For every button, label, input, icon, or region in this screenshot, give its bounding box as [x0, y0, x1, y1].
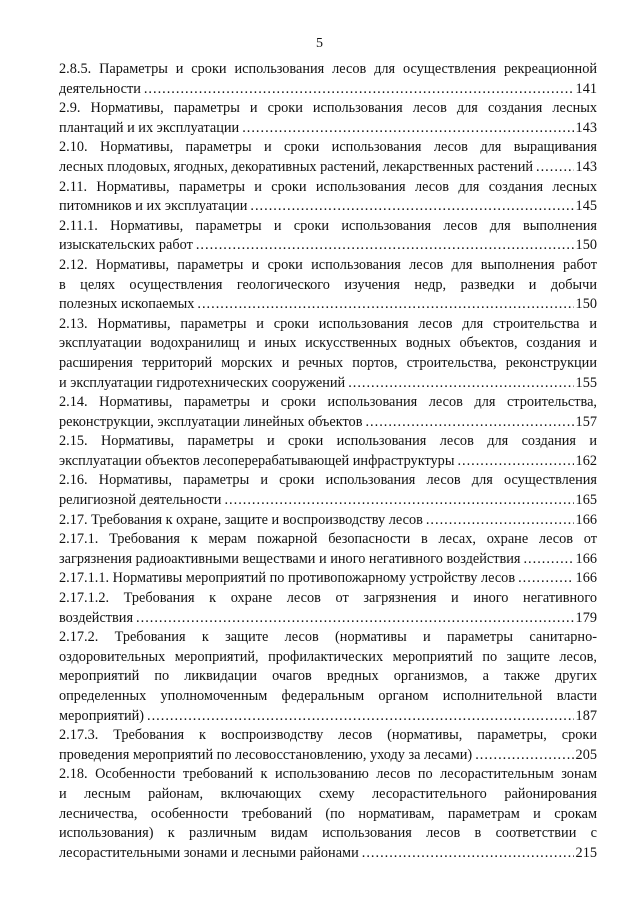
toc-page-number: 141 — [575, 80, 597, 97]
toc-entry-line: 2.17.3. Требования к воспроизводству лесов (нормативы, параметры, сроки — [59, 727, 597, 744]
toc-entry-title-end: 2.17.1.1. Нормативы мероприятий по противопожарному устройству лесов — [59, 570, 516, 587]
dot-leader — [523, 550, 573, 570]
toc-entry-line: оздоровительных мероприятий, профилактических мероприятий по защите лесов, — [59, 648, 597, 665]
dot-leader — [197, 295, 573, 315]
toc-page-number: 179 — [575, 609, 597, 626]
dot-leader — [250, 197, 573, 217]
dot-leader — [348, 374, 573, 394]
toc-entry[interactable] — [59, 471, 597, 510]
toc-entry-last-line — [59, 80, 597, 100]
toc-entry-last-line — [59, 119, 597, 139]
toc-entry-last-line — [59, 413, 597, 433]
dot-leader — [518, 569, 573, 589]
toc-entry-line: 2.15. Нормативы, параметры и сроки использования лесов для создания и — [59, 433, 597, 450]
table-of-contents — [59, 60, 597, 863]
toc-entry[interactable] — [59, 726, 597, 765]
toc-page-number: 215 — [575, 844, 597, 861]
toc-entry-last-line — [59, 844, 597, 864]
toc-page-number: 166 — [575, 570, 597, 587]
toc-entry-last-line — [59, 374, 597, 394]
toc-entry-line: 2.14. Нормативы, параметры и сроки использования лесов для строительства, — [59, 394, 597, 411]
toc-entry-last-line — [59, 550, 597, 570]
toc-entry-last-line — [59, 197, 597, 217]
toc-entry-title-end: деятельности — [59, 80, 141, 97]
dot-leader — [365, 413, 573, 433]
toc-entry[interactable] — [59, 569, 597, 589]
toc-entry-last-line — [59, 491, 597, 511]
toc-entry-title-end: лесных плодовых, ягодных, декоративных растений, лекарственных растений — [59, 158, 534, 175]
dot-leader — [426, 511, 574, 531]
dot-leader — [536, 158, 574, 178]
dot-leader — [224, 491, 573, 511]
toc-page-number: 155 — [575, 374, 597, 391]
toc-entry-line: 2.18. Особенности требований к использованию лесов по лесорастительным зонам — [59, 766, 597, 783]
toc-entry-title-end: и эксплуатации гидротехнических сооружений — [59, 374, 346, 391]
dot-leader — [144, 80, 574, 100]
dot-leader — [147, 707, 574, 727]
toc-entry[interactable] — [59, 393, 597, 432]
toc-page-number: 157 — [575, 413, 597, 430]
toc-page-number: 143 — [575, 119, 597, 136]
dot-leader — [242, 119, 573, 139]
toc-entry-line: и лесным районам, включающих схему лесорастительного районирования — [59, 785, 597, 802]
toc-entry-line: расширения территорий морских и речных портов, строительства, реконструкции — [59, 354, 597, 371]
toc-entry-line: определенных уполномоченным федеральным органом исполнительной власти — [59, 688, 597, 704]
toc-entry-last-line — [59, 609, 597, 629]
toc-entry[interactable] — [59, 60, 597, 99]
toc-page-number: 205 — [575, 746, 597, 763]
toc-entry-last-line — [59, 236, 597, 256]
toc-entry-title-end: религиозной деятельности — [59, 492, 222, 509]
toc-entry-last-line — [59, 511, 597, 531]
toc-entry-line: 2.16. Нормативы, параметры и сроки использования лесов для осуществления — [59, 472, 597, 489]
toc-page-number: 150 — [575, 296, 597, 313]
toc-entry-last-line — [59, 452, 597, 472]
toc-entry-title-end: реконструкции, эксплуатации линейных объектов — [59, 413, 363, 430]
toc-page-number: 145 — [575, 198, 597, 215]
toc-entry-line: эксплуатации водохранилищ и иных искусственных водных объектов, создания и — [59, 335, 597, 352]
toc-entry-title-end: изыскательских работ — [59, 237, 193, 254]
toc-entry[interactable] — [59, 589, 597, 628]
toc-entry-line: 2.17.2. Требования к защите лесов (нормативы и параметры санитарно- — [59, 629, 597, 646]
toc-page-number: 187 — [575, 707, 597, 724]
toc-entry[interactable] — [59, 530, 597, 569]
toc-entry[interactable] — [59, 217, 597, 256]
toc-entry-line: мероприятий по ликвидации очагов вредных организмов, а также других — [59, 668, 597, 685]
toc-entry[interactable] — [59, 511, 597, 531]
toc-entry-line: 2.17.1. Требования к мерам пожарной безопасности в лесах, охране лесов от — [59, 531, 597, 548]
toc-entry-title-end: мероприятий) — [59, 707, 145, 724]
toc-entry-last-line — [59, 707, 597, 727]
toc-page-number: 165 — [575, 492, 597, 509]
toc-entry-last-line — [59, 569, 597, 589]
page-number: 5 — [316, 36, 323, 51]
toc-entry-line: 2.9. Нормативы, параметры и сроки использования лесов для создания лесных — [59, 100, 597, 117]
toc-entry-title-end: воздействия — [59, 609, 134, 626]
toc-page-number: 150 — [575, 237, 597, 254]
toc-entry-title-end: эксплуатации объектов лесоперерабатывающей инфраструктуры — [59, 452, 455, 469]
dot-leader — [475, 746, 573, 766]
toc-entry-line: лесничества, особенности требований (по нормативам, параметрам и срокам — [59, 805, 597, 822]
toc-entry-last-line — [59, 746, 597, 766]
toc-entry-line: использования) к различным видам использования лесов в соответствии с — [59, 825, 597, 842]
toc-page-number: 166 — [575, 511, 597, 528]
toc-entry-title-end: питомников и их эксплуатации — [59, 198, 248, 215]
toc-entry[interactable] — [59, 138, 597, 177]
toc-entry-line: 2.17.1.2. Требования к охране лесов от загрязнения и иного негативного — [59, 590, 597, 607]
toc-entry-last-line — [59, 295, 597, 315]
toc-entry-line: 2.10. Нормативы, параметры и сроки использования лесов для выращивания — [59, 139, 597, 156]
dot-leader — [196, 236, 574, 256]
toc-entry[interactable] — [59, 315, 597, 393]
toc-entry-title-end: 2.17. Требования к охране, защите и воспроизводству лесов — [59, 511, 423, 528]
toc-page-number: 143 — [575, 158, 597, 175]
dot-leader — [362, 844, 574, 864]
dot-leader — [457, 452, 573, 472]
toc-entry-line: 2.12. Нормативы, параметры и сроки использования лесов для выполнения работ — [59, 256, 597, 273]
toc-entry[interactable] — [59, 765, 597, 863]
toc-page-number: 162 — [575, 452, 597, 469]
toc-entry[interactable] — [59, 178, 597, 217]
toc-entry-title-end: лесорастительными зонами и лесными районами — [59, 844, 359, 861]
toc-entry-line: 2.11. Нормативы, параметры и сроки использования лесов для создания лесных — [59, 178, 597, 195]
toc-entry-line: 2.8.5. Параметры и сроки использования лесов для осуществления рекреационной — [59, 61, 597, 77]
toc-page-number: 166 — [575, 550, 597, 567]
toc-entry-title-end: загрязнения радиоактивными веществами и иного негативного воздействия — [59, 550, 521, 567]
toc-entry[interactable] — [59, 628, 597, 726]
dot-leader — [136, 609, 574, 629]
toc-entry-title-end: проведения мероприятий по лесовосстановлению, уходу за лесами) — [59, 746, 473, 763]
toc-entry-last-line — [59, 158, 597, 178]
toc-entry-line: 2.11.1. Нормативы, параметры и сроки использования лесов для выполнения — [59, 217, 597, 234]
toc-entry[interactable] — [59, 432, 597, 471]
toc-entry-line: в целях осуществления геологического изучения недр, разведки и добычи — [59, 276, 597, 293]
toc-entry[interactable] — [59, 99, 597, 138]
toc-entry[interactable] — [59, 256, 597, 315]
toc-entry-line: 2.13. Нормативы, параметры и сроки использования лесов для строительства и — [59, 315, 597, 332]
toc-entry-title-end: полезных ископаемых — [59, 296, 195, 313]
toc-entry-title-end: плантаций и их эксплуатации — [59, 119, 240, 136]
